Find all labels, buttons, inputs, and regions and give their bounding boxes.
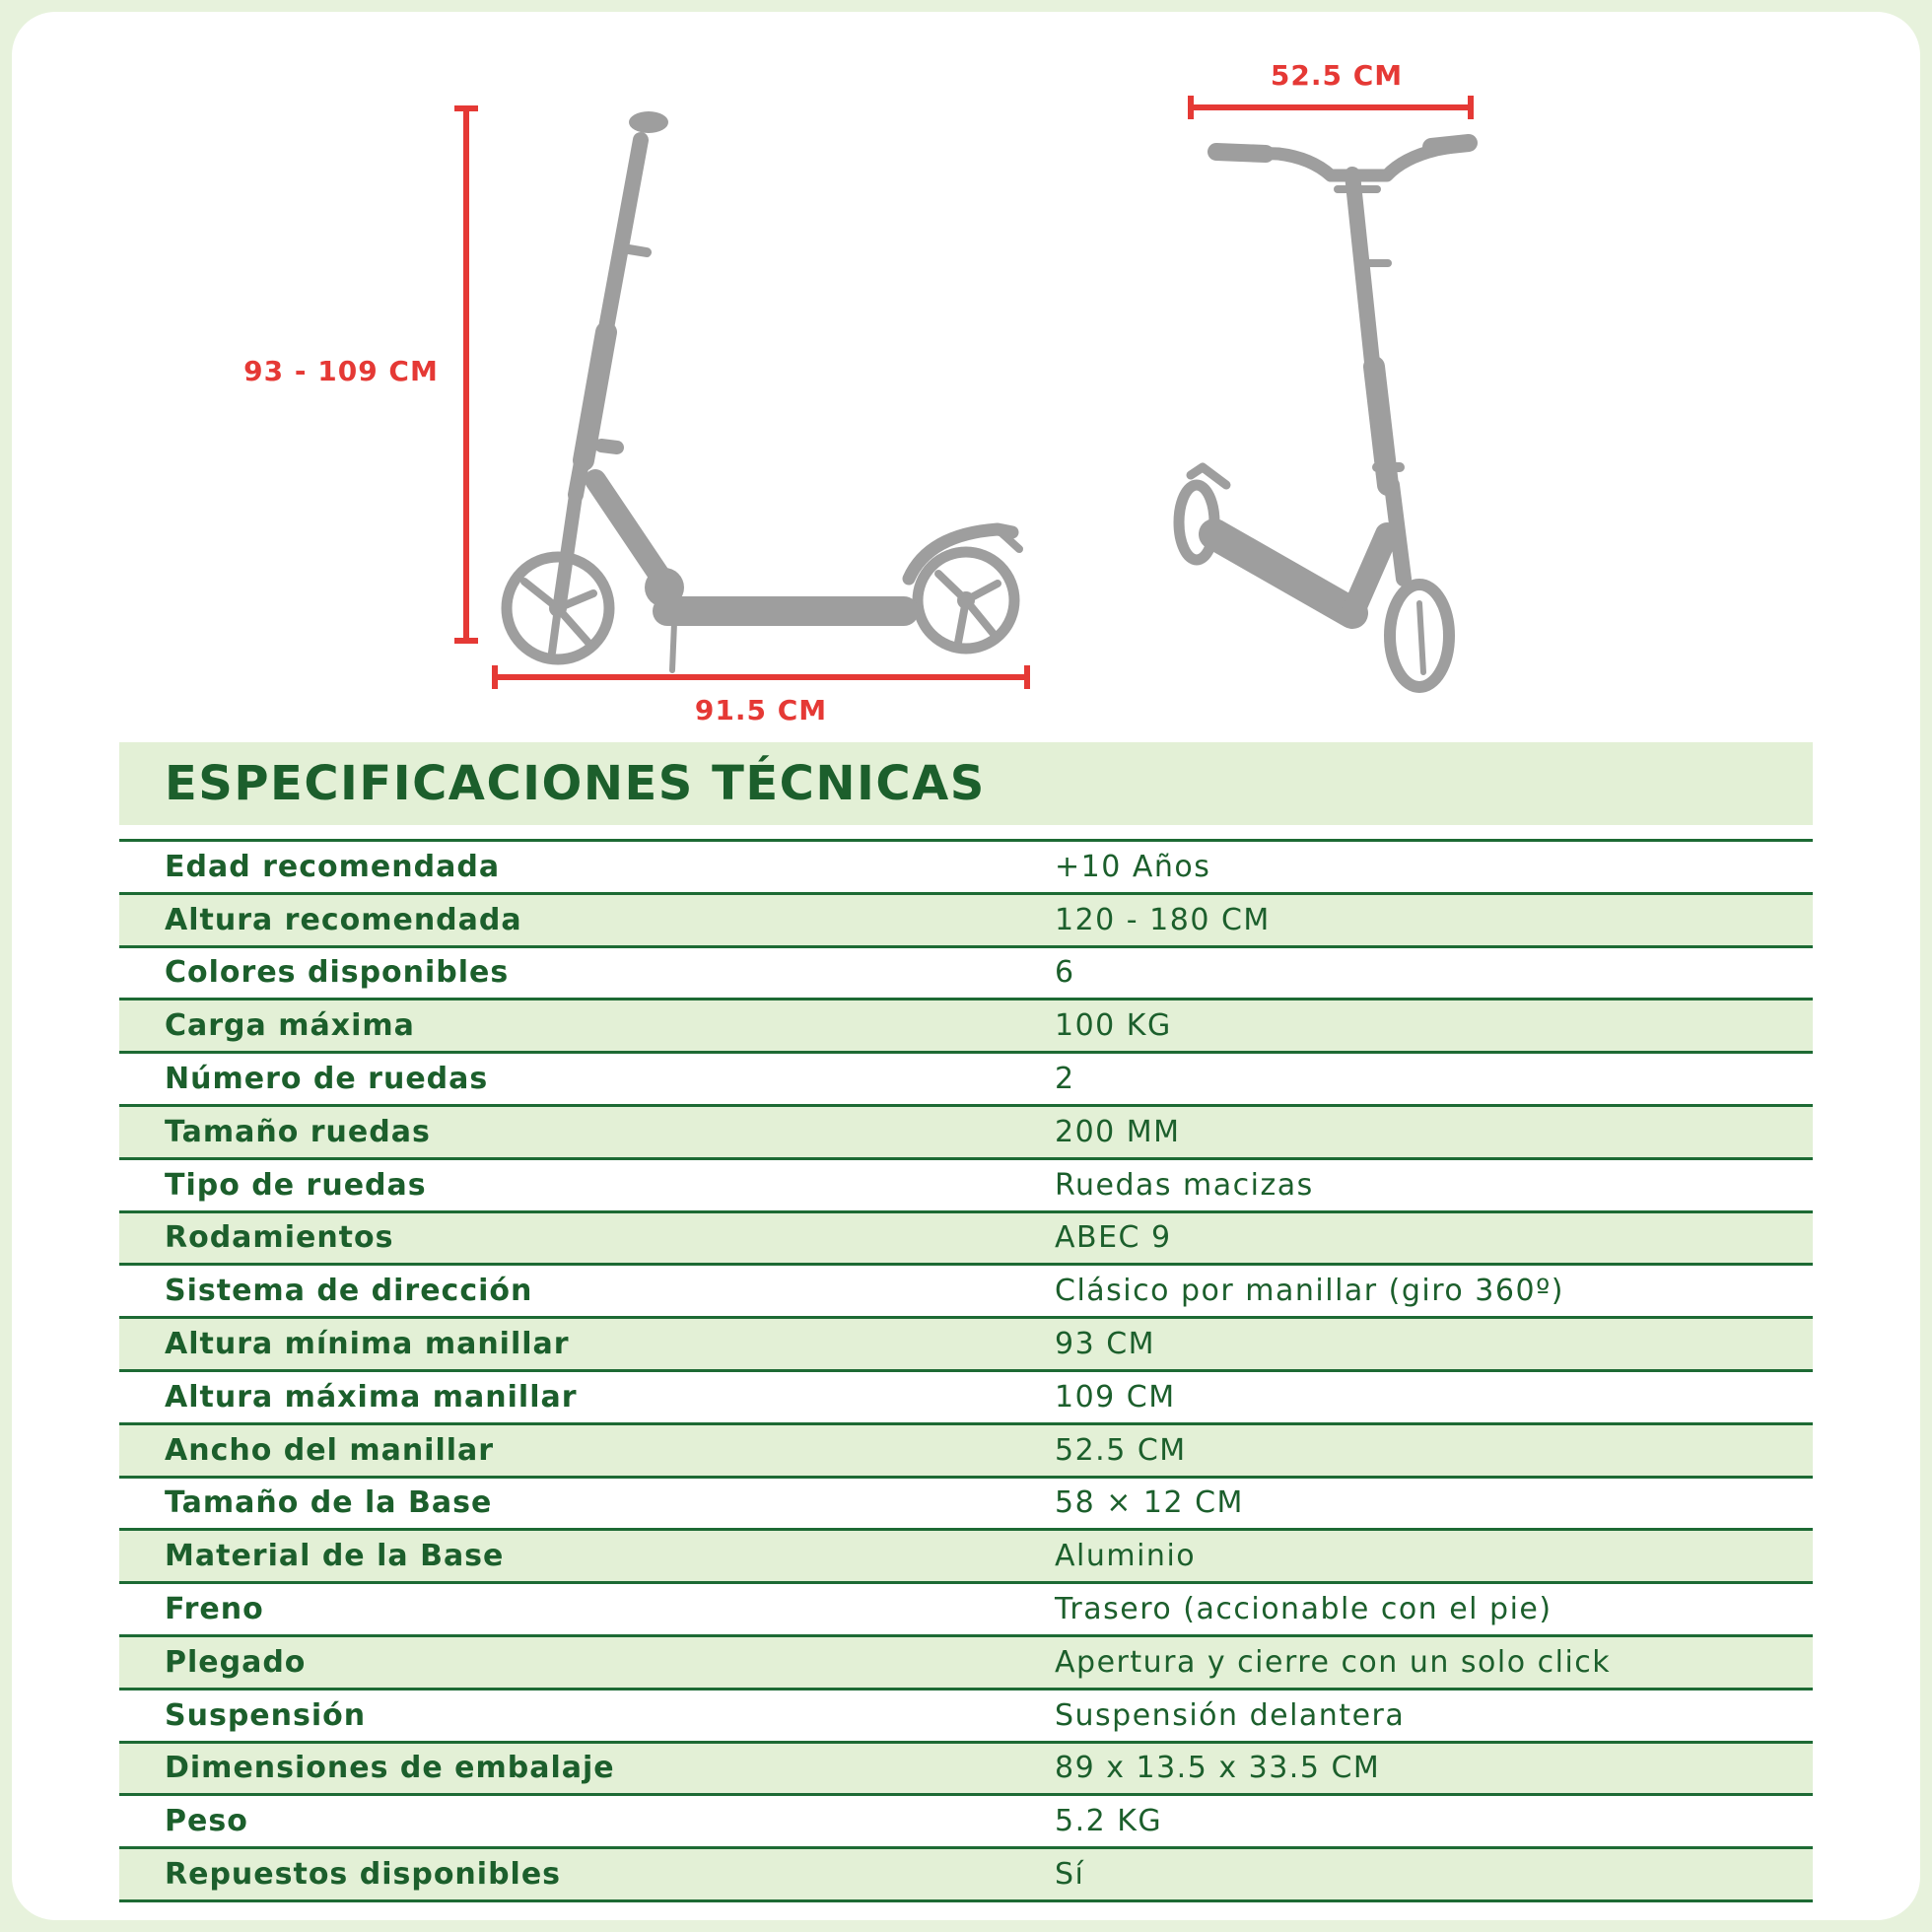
spec-value: 120 - 180 CM	[1055, 902, 1271, 937]
spec-title: ESPECIFICACIONES TÉCNICAS	[165, 756, 986, 811]
table-row	[119, 1000, 1813, 1054]
spec-label: Ancho del manillar	[165, 1432, 495, 1468]
spec-value: 200 MM	[1055, 1114, 1181, 1149]
spec-title-band	[119, 742, 1813, 825]
product-card	[12, 12, 1920, 1920]
table-row	[119, 1213, 1813, 1267]
spec-value: Clásico por manillar (giro 360º)	[1055, 1274, 1564, 1309]
spec-value: 89 x 13.5 x 33.5 CM	[1055, 1751, 1381, 1786]
table-row	[119, 895, 1813, 948]
spec-label: Material de la Base	[165, 1539, 505, 1574]
spec-label: Suspensión	[165, 1697, 367, 1733]
table-row	[119, 1054, 1813, 1107]
spec-value: Suspensión delantera	[1055, 1697, 1406, 1733]
spec-value: Aluminio	[1055, 1539, 1197, 1574]
spec-table	[119, 839, 1813, 1902]
spec-label: Altura máxima manillar	[165, 1379, 578, 1414]
spec-label: Tamaño ruedas	[165, 1114, 431, 1149]
table-row	[119, 1107, 1813, 1160]
table-row	[119, 1160, 1813, 1213]
handlebar-width-label: 52.5 CM	[1270, 59, 1404, 92]
spec-label: Sistema de dirección	[165, 1274, 533, 1309]
table-row	[119, 1266, 1813, 1319]
spec-value: 100 KG	[1055, 1008, 1172, 1044]
table-row	[119, 1584, 1813, 1637]
spec-value: 2	[1055, 1062, 1075, 1097]
spec-label: Freno	[165, 1592, 264, 1627]
spec-label: Repuestos disponibles	[165, 1857, 562, 1893]
table-row	[119, 1319, 1813, 1372]
spec-label: Edad recomendada	[165, 849, 501, 884]
table-row	[119, 1637, 1813, 1690]
spec-value: 58 × 12 CM	[1055, 1485, 1244, 1521]
table-row	[119, 1479, 1813, 1532]
spec-label: Colores disponibles	[165, 955, 510, 991]
table-row	[119, 842, 1813, 895]
spec-label: Rodamientos	[165, 1220, 394, 1256]
height-dimension-line	[454, 108, 478, 641]
table-row	[119, 1425, 1813, 1479]
spec-label: Carga máxima	[165, 1008, 415, 1044]
spec-value: 5.2 KG	[1055, 1804, 1163, 1839]
table-row	[119, 1744, 1813, 1797]
spec-value: 6	[1055, 955, 1075, 991]
table-row	[119, 1531, 1813, 1584]
scooter-dimensions-figure	[12, 12, 1920, 741]
spec-value: Ruedas macizas	[1055, 1167, 1314, 1203]
spec-label: Altura mínima manillar	[165, 1327, 570, 1362]
spec-value: 52.5 CM	[1055, 1432, 1187, 1468]
spec-label: Plegado	[165, 1644, 307, 1680]
table-row	[119, 1372, 1813, 1425]
spec-label: Tipo de ruedas	[165, 1167, 427, 1203]
spec-value: ABEC 9	[1055, 1220, 1172, 1256]
spec-label: Número de ruedas	[165, 1062, 489, 1097]
table-row	[119, 1796, 1813, 1849]
table-row	[119, 1690, 1813, 1744]
handlebar-dimension-line	[1191, 96, 1471, 119]
spec-label: Peso	[165, 1804, 248, 1839]
spec-label: Altura recomendada	[165, 902, 522, 937]
spec-value: 93 CM	[1055, 1327, 1156, 1362]
spec-label: Tamaño de la Base	[165, 1485, 493, 1521]
scooter-front-view	[1179, 143, 1469, 687]
spec-value: Apertura y cierre con un solo click	[1055, 1644, 1612, 1680]
length-dimension-label: 91.5 CM	[694, 694, 828, 726]
scooter-side-view	[507, 111, 1019, 670]
table-row	[119, 1849, 1813, 1902]
spec-value: 109 CM	[1055, 1379, 1176, 1414]
spec-value: Sí	[1055, 1857, 1085, 1893]
length-dimension-line	[495, 665, 1027, 689]
spec-value: +10 Años	[1055, 849, 1211, 884]
height-dimension-label: 93 - 109 CM	[243, 355, 439, 387]
table-row	[119, 948, 1813, 1001]
spec-label: Dimensiones de embalaje	[165, 1751, 615, 1786]
spec-value: Trasero (accionable con el pie)	[1055, 1592, 1552, 1627]
rear-wheel-icon	[1179, 485, 1214, 560]
